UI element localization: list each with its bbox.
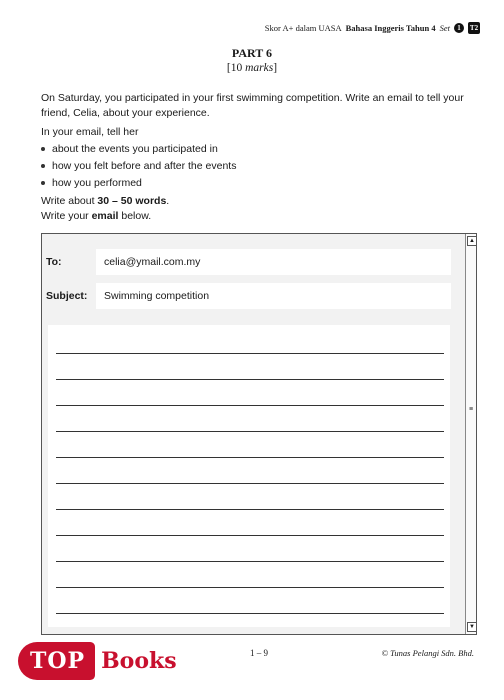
bullet-item: how you performed xyxy=(41,177,142,189)
copyright: © Tunas Pelangi Sdn. Bhd. xyxy=(381,648,474,658)
subject-field[interactable]: Swimming competition xyxy=(96,283,451,309)
topbooks-watermark-logo xyxy=(18,642,177,680)
bullet-icon xyxy=(41,147,45,151)
running-header xyxy=(265,22,480,34)
writing-line xyxy=(56,509,444,510)
watermark-top: TOP xyxy=(18,642,95,680)
writing-line xyxy=(56,483,444,484)
bullet-item: about the events you participated in xyxy=(41,143,218,155)
bullet-item: how you felt before and after the events xyxy=(41,160,236,172)
bullet-icon xyxy=(41,164,45,168)
subject-label: Subject: xyxy=(46,290,88,302)
scroll-thumb-icon[interactable]: ≡ xyxy=(468,406,474,413)
to-field[interactable]: celia@ymail.com.my xyxy=(96,249,451,275)
writing-line xyxy=(56,613,444,614)
word-count-instruction: Write about 30 – 50 words. xyxy=(41,195,170,207)
writing-line xyxy=(56,561,444,562)
watermark-books: Books xyxy=(101,648,177,674)
marks-label: [10 marks] xyxy=(226,62,278,74)
scrollbar[interactable] xyxy=(465,234,476,634)
set-number-badge: 1 xyxy=(454,23,464,33)
email-window xyxy=(41,233,477,635)
scroll-down-icon[interactable]: ▼ xyxy=(467,622,477,632)
writing-line xyxy=(56,457,444,458)
email-body-area[interactable] xyxy=(48,325,450,627)
writing-line xyxy=(56,587,444,588)
scroll-up-icon[interactable]: ▲ xyxy=(467,236,477,246)
writing-line xyxy=(56,431,444,432)
to-label: To: xyxy=(46,256,62,268)
publisher-logo: T2 xyxy=(469,24,479,32)
task-lead: In your email, tell her xyxy=(41,126,139,138)
bullet-icon xyxy=(41,181,45,185)
page-number: 1 – 9 xyxy=(250,648,268,658)
writing-line xyxy=(56,535,444,536)
to-row xyxy=(46,249,96,275)
book-title: Skor A+ dalam UASA xyxy=(264,23,342,33)
writing-line xyxy=(56,353,444,354)
subject-title: Bahasa Inggeris Tahun 4 xyxy=(345,23,436,33)
set-label: Set xyxy=(439,23,450,33)
task-intro: On Saturday, you participated in your first swimming competition. Write an email to tell your friend, Celia, about your experience. xyxy=(41,92,464,119)
writing-line xyxy=(56,379,444,380)
part-title: PART 6 xyxy=(231,46,273,60)
subject-row xyxy=(46,283,96,309)
email-instruction: Write your email below. xyxy=(41,210,152,222)
writing-line xyxy=(56,405,444,406)
